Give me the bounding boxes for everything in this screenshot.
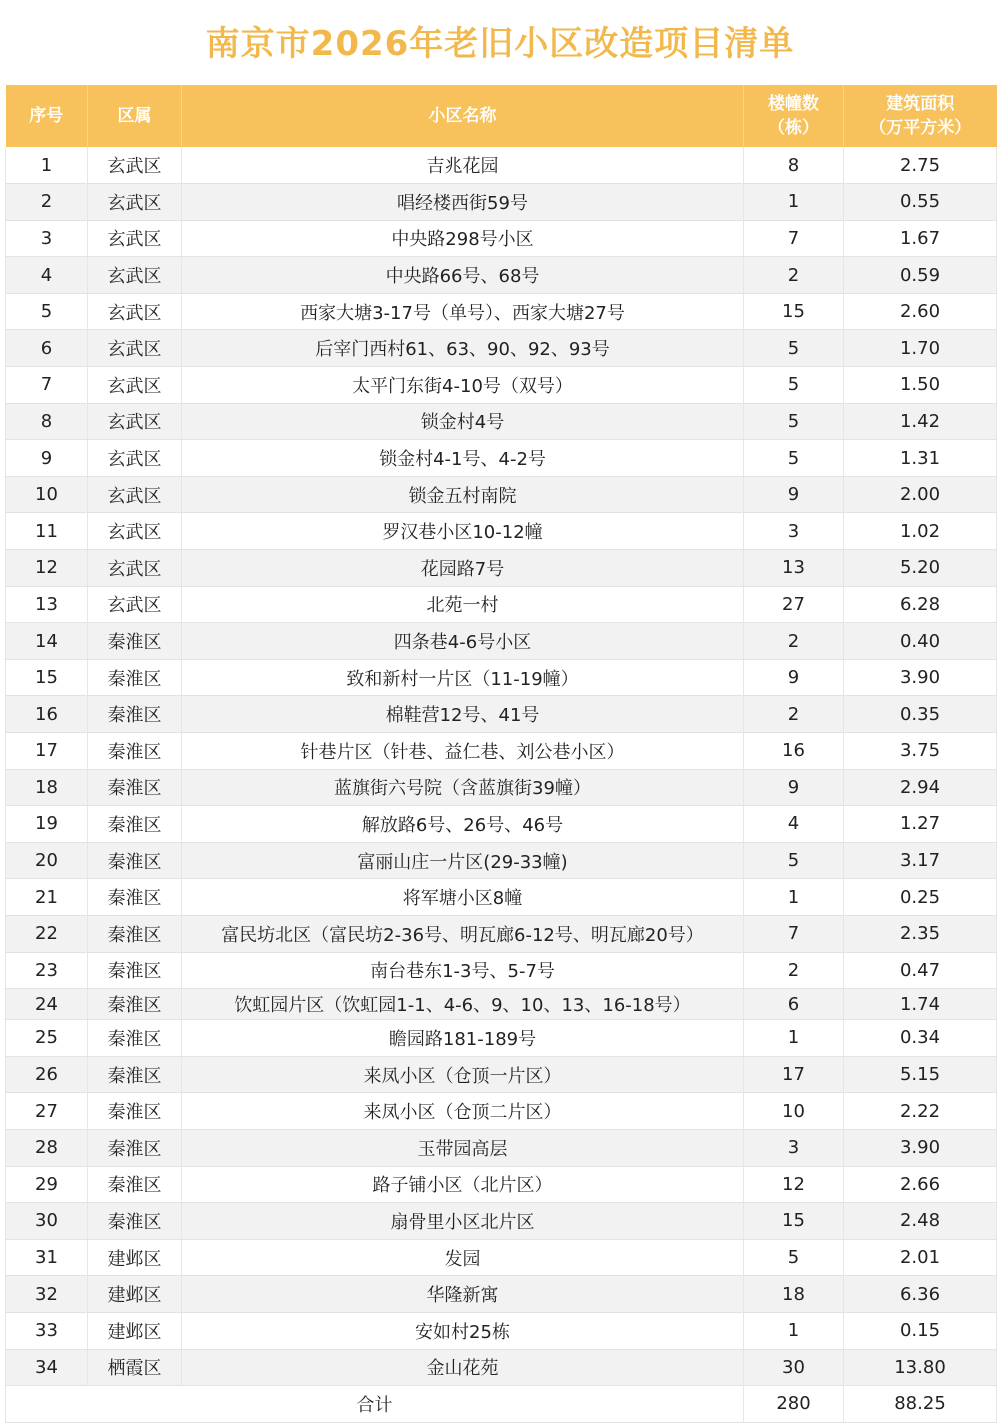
cell-buildings: 2 [744,257,844,294]
cell-area: 1.50 [844,367,997,404]
cell-buildings: 12 [744,1166,844,1203]
cell-buildings: 8 [744,147,844,184]
cell-area: 1.27 [844,806,997,843]
cell-district: 秦淮区 [88,1203,182,1240]
cell-district: 秦淮区 [88,879,182,916]
cell-name: 锁金村4-1号、4-2号 [182,440,744,477]
cell-name: 富丽山庄一片区(29-33幢) [182,842,744,879]
cell-buildings: 2 [744,952,844,989]
cell-name: 北苑一村 [182,586,744,623]
cell-no: 8 [6,403,88,440]
cell-no: 26 [6,1056,88,1093]
cell-name: 解放路6号、26号、46号 [182,806,744,843]
cell-name: 后宰门西村61、63、90、92、93号 [182,330,744,367]
cell-district: 玄武区 [88,147,182,184]
cell-no: 2 [6,184,88,221]
table-row [6,952,997,989]
cell-name: 锁金五村南院 [182,476,744,513]
cell-district: 玄武区 [88,330,182,367]
cell-area: 0.15 [844,1312,997,1349]
cell-no: 30 [6,1203,88,1240]
cell-no: 9 [6,440,88,477]
cell-district: 秦淮区 [88,989,182,1020]
cell-name: 花园路7号 [182,550,744,587]
cell-area: 0.25 [844,879,997,916]
cell-district: 秦淮区 [88,733,182,770]
cell-district: 建邺区 [88,1239,182,1276]
cell-district: 秦淮区 [88,1166,182,1203]
cell-buildings: 30 [744,1349,844,1386]
cell-no: 5 [6,293,88,330]
cell-area: 6.36 [844,1276,997,1313]
cell-area: 1.74 [844,989,997,1020]
cell-no: 22 [6,915,88,952]
cell-no: 23 [6,952,88,989]
table-row [6,476,997,513]
table-row [6,1349,997,1386]
cell-name: 玉带园高层 [182,1129,744,1166]
cell-buildings: 15 [744,1203,844,1240]
header-area [844,85,997,147]
table-row [6,1020,997,1057]
table-row [6,257,997,294]
table-row [6,184,997,221]
cell-buildings: 5 [744,367,844,404]
table-row [6,1312,997,1349]
cell-area: 1.31 [844,440,997,477]
total-buildings: 280 [744,1386,844,1423]
cell-buildings: 3 [744,1129,844,1166]
table-row [6,1276,997,1313]
cell-district: 玄武区 [88,184,182,221]
cell-name: 西家大塘3-17号（单号）、西家大塘27号 [182,293,744,330]
table-row [6,293,997,330]
cell-district: 建邺区 [88,1276,182,1313]
header-label: 建筑面积 [886,94,955,114]
cell-area: 1.67 [844,220,997,257]
cell-no: 28 [6,1129,88,1166]
cell-name: 吉兆花园 [182,147,744,184]
cell-area: 2.66 [844,1166,997,1203]
cell-district: 秦淮区 [88,696,182,733]
cell-name: 四条巷4-6号小区 [182,623,744,660]
cell-district: 玄武区 [88,513,182,550]
header-label: 序号 [29,106,64,126]
cell-no: 31 [6,1239,88,1276]
cell-buildings: 27 [744,586,844,623]
cell-district: 玄武区 [88,293,182,330]
header-name [182,85,744,147]
cell-area: 2.35 [844,915,997,952]
cell-area: 2.75 [844,147,997,184]
cell-buildings: 5 [744,842,844,879]
cell-name: 路子铺小区（北片区） [182,1166,744,1203]
cell-district: 栖霞区 [88,1349,182,1386]
cell-name: 扇骨里小区北片区 [182,1203,744,1240]
total-row [6,1386,997,1423]
cell-buildings: 9 [744,769,844,806]
cell-district: 玄武区 [88,257,182,294]
header-label: 区属 [117,106,152,126]
cell-name: 饮虹园片区（饮虹园1-1、4-6、9、10、13、16-18号） [182,989,744,1020]
cell-no: 12 [6,550,88,587]
cell-name: 太平门东街4-10号（双号） [182,367,744,404]
cell-name: 针巷片区（针巷、益仁巷、刘公巷小区） [182,733,744,770]
cell-district: 玄武区 [88,476,182,513]
cell-no: 18 [6,769,88,806]
cell-name: 华隆新寓 [182,1276,744,1313]
cell-area: 2.01 [844,1239,997,1276]
table-row [6,550,997,587]
header-row [6,85,997,147]
cell-buildings: 4 [744,806,844,843]
header-buildings [744,85,844,147]
cell-area: 3.90 [844,659,997,696]
cell-name: 蓝旗街六号院（含蓝旗街39幢） [182,769,744,806]
cell-buildings: 1 [744,1312,844,1349]
cell-buildings: 5 [744,1239,844,1276]
header-label: 楼幢数 [768,94,819,114]
cell-area: 2.22 [844,1093,997,1130]
cell-district: 秦淮区 [88,806,182,843]
cell-buildings: 18 [744,1276,844,1313]
cell-buildings: 1 [744,184,844,221]
cell-no: 11 [6,513,88,550]
table-row [6,733,997,770]
cell-no: 32 [6,1276,88,1313]
page-title: 南京市2026年老旧小区改造项目清单 [205,24,795,64]
cell-district: 秦淮区 [88,952,182,989]
cell-district: 玄武区 [88,550,182,587]
header-unit: （万平方米） [869,118,972,138]
cell-buildings: 10 [744,1093,844,1130]
table-row [6,1203,997,1240]
header-unit: （栋） [768,118,819,138]
cell-name: 唱经楼西街59号 [182,184,744,221]
cell-no: 7 [6,367,88,404]
cell-district: 建邺区 [88,1312,182,1349]
cell-area: 0.40 [844,623,997,660]
cell-no: 13 [6,586,88,623]
cell-area: 2.94 [844,769,997,806]
project-table [5,85,997,1423]
cell-buildings: 6 [744,989,844,1020]
header-no [6,85,88,147]
table-row [6,330,997,367]
cell-district: 玄武区 [88,367,182,404]
cell-no: 3 [6,220,88,257]
cell-district: 玄武区 [88,586,182,623]
cell-district: 秦淮区 [88,1093,182,1130]
cell-no: 29 [6,1166,88,1203]
cell-buildings: 7 [744,220,844,257]
cell-name: 中央路298号小区 [182,220,744,257]
cell-name: 金山花苑 [182,1349,744,1386]
table-row [6,220,997,257]
cell-area: 1.70 [844,330,997,367]
cell-buildings: 2 [744,696,844,733]
table-row [6,1093,997,1130]
cell-name: 南台巷东1-3号、5-7号 [182,952,744,989]
cell-name: 棉鞋营12号、41号 [182,696,744,733]
cell-area: 13.80 [844,1349,997,1386]
table-row [6,915,997,952]
cell-name: 来凤小区（仓顶一片区） [182,1056,744,1093]
cell-name: 来凤小区（仓顶二片区） [182,1093,744,1130]
cell-buildings: 16 [744,733,844,770]
cell-buildings: 5 [744,440,844,477]
cell-no: 10 [6,476,88,513]
cell-no: 25 [6,1020,88,1057]
table-row [6,586,997,623]
cell-area: 1.42 [844,403,997,440]
table-body [6,147,997,1422]
cell-buildings: 1 [744,1020,844,1057]
table-row [6,879,997,916]
table-row [6,1166,997,1203]
cell-name: 罗汉巷小区10-12幢 [182,513,744,550]
cell-district: 秦淮区 [88,769,182,806]
cell-no: 24 [6,989,88,1020]
table-row [6,659,997,696]
cell-buildings: 5 [744,330,844,367]
cell-name: 致和新村一片区（11-19幢） [182,659,744,696]
cell-no: 27 [6,1093,88,1130]
cell-buildings: 9 [744,476,844,513]
cell-no: 16 [6,696,88,733]
cell-area: 3.17 [844,842,997,879]
cell-buildings: 7 [744,915,844,952]
cell-name: 安如村25栋 [182,1312,744,1349]
cell-area: 0.55 [844,184,997,221]
cell-no: 1 [6,147,88,184]
cell-no: 15 [6,659,88,696]
cell-no: 19 [6,806,88,843]
table-row [6,769,997,806]
cell-area: 0.59 [844,257,997,294]
cell-area: 3.75 [844,733,997,770]
cell-no: 14 [6,623,88,660]
cell-buildings: 5 [744,403,844,440]
cell-district: 玄武区 [88,403,182,440]
cell-no: 4 [6,257,88,294]
cell-area: 2.00 [844,476,997,513]
cell-name: 瞻园路181-189号 [182,1020,744,1057]
table-row [6,806,997,843]
header-district [88,85,182,147]
table-row [6,842,997,879]
cell-area: 2.48 [844,1203,997,1240]
cell-name: 发园 [182,1239,744,1276]
table-row [6,513,997,550]
cell-buildings: 17 [744,1056,844,1093]
table-row [6,403,997,440]
cell-district: 秦淮区 [88,623,182,660]
cell-no: 33 [6,1312,88,1349]
cell-district: 秦淮区 [88,842,182,879]
total-label: 合计 [6,1386,744,1423]
cell-district: 秦淮区 [88,659,182,696]
cell-area: 2.60 [844,293,997,330]
cell-district: 秦淮区 [88,1020,182,1057]
cell-district: 玄武区 [88,220,182,257]
cell-area: 5.15 [844,1056,997,1093]
cell-buildings: 9 [744,659,844,696]
table-row [6,1129,997,1166]
cell-no: 6 [6,330,88,367]
cell-area: 0.35 [844,696,997,733]
table-row [6,147,997,184]
table-row [6,696,997,733]
cell-area: 1.02 [844,513,997,550]
cell-buildings: 3 [744,513,844,550]
table-row [6,367,997,404]
cell-buildings: 1 [744,879,844,916]
total-area: 88.25 [844,1386,997,1423]
cell-area: 6.28 [844,586,997,623]
cell-name: 将军塘小区8幢 [182,879,744,916]
cell-district: 秦淮区 [88,915,182,952]
cell-no: 34 [6,1349,88,1386]
table-row [6,989,997,1020]
table-header [6,85,997,147]
table-row [6,440,997,477]
cell-district: 玄武区 [88,440,182,477]
cell-area: 0.34 [844,1020,997,1057]
cell-area: 3.90 [844,1129,997,1166]
cell-area: 0.47 [844,952,997,989]
cell-district: 秦淮区 [88,1129,182,1166]
cell-buildings: 2 [744,623,844,660]
cell-name: 富民坊北区（富民坊2-36号、明瓦廊6-12号、明瓦廊20号） [182,915,744,952]
cell-no: 17 [6,733,88,770]
table-row [6,623,997,660]
header-label: 小区名称 [428,106,497,126]
cell-name: 中央路66号、68号 [182,257,744,294]
cell-buildings: 13 [744,550,844,587]
cell-area: 5.20 [844,550,997,587]
cell-no: 21 [6,879,88,916]
cell-district: 秦淮区 [88,1056,182,1093]
cell-name: 锁金村4号 [182,403,744,440]
table-row [6,1239,997,1276]
table-row [6,1056,997,1093]
cell-buildings: 15 [744,293,844,330]
cell-no: 20 [6,842,88,879]
